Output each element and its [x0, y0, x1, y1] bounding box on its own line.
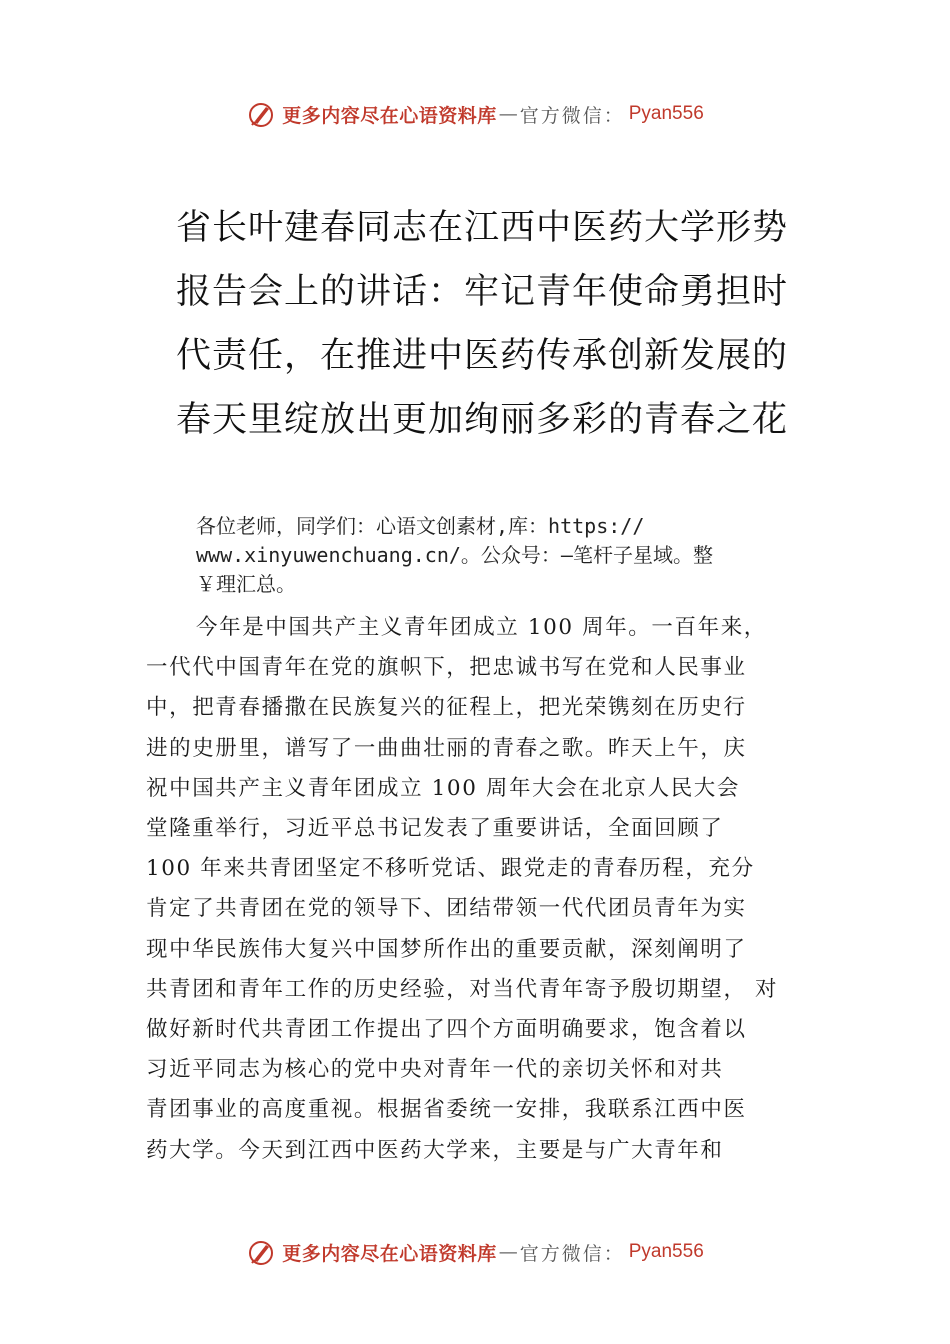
banner-dash: —	[498, 103, 518, 125]
banner-slogan: 更多内容尽在心语资料库	[282, 1242, 497, 1265]
salutation-paragraph	[196, 512, 816, 599]
body-line: 青团事业的高度重视。根据省委统一安排，我联系江西中医	[146, 1097, 747, 1123]
banner-wechat-label: 官方微信：	[519, 1242, 625, 1265]
title-line: 省长叶建春同志在江西中医药大学形势	[176, 208, 789, 248]
banner-wechat-id: Pyan556	[628, 103, 704, 124]
banner-dash: —	[498, 1241, 518, 1263]
body-line: 堂隆重举行，习近平总书记发表了重要讲话，全面回顾了	[146, 816, 724, 842]
brush-logo-icon	[246, 1237, 276, 1267]
body-line: 现中华民族伟大复兴中国梦所作出的重要贡献，深刻阐明了	[146, 936, 747, 962]
document-title	[176, 196, 789, 452]
body-line: 祝中国共产主义青年团成立 100 周年大会在北京人民大会	[146, 775, 741, 801]
banner-slogan: 更多内容尽在心语资料库	[282, 104, 497, 127]
body-line: 肯定了共青团在党的领导下、团结带领一代代团员青年为实	[146, 896, 747, 922]
title-line: 春天里绽放出更加绚丽多彩的青春之花	[176, 400, 789, 440]
body-line: 一代代中国青年在党的旗帜下，把忠诚书写在党和人民事业	[146, 655, 747, 681]
body-line: 做好新时代共青团工作提出了四个方面明确要求，饱含着以	[146, 1017, 747, 1043]
body-line: 100 年来共青团坚定不移听党话、跟党走的青春历程，充分	[146, 856, 755, 882]
body-line: 今年是中国共产主义青年团成立 100 周年。一百年来，	[196, 615, 767, 640]
intro-line: www.xinyuwenchuang.cn/。公众号：—笔杆子星域。整	[196, 543, 713, 567]
body-line: 习近平同志为核心的党中央对青年一代的亲切关怀和对共	[146, 1057, 724, 1083]
intro-line: ￥理汇总。	[196, 572, 296, 596]
title-line: 代责任，在推进中医药传承创新发展的	[176, 336, 789, 376]
title-line: 报告会上的讲话：牢记青年使命勇担时	[176, 272, 789, 312]
body-line: 共青团和青年工作的历史经验，对当代青年寄予殷切期望， 对	[146, 976, 779, 1002]
brush-logo-icon	[246, 99, 276, 129]
body-paragraph	[146, 608, 826, 1171]
body-line: 药大学。今天到江西中医药大学来，主要是与广大青年和	[146, 1137, 724, 1163]
body-line: 进的史册里，谱写了一曲曲壮丽的青春之歌。昨天上午，庆	[146, 735, 747, 761]
banner-wechat-id: Pyan556	[628, 1241, 704, 1262]
banner-wechat-label: 官方微信：	[519, 104, 625, 127]
intro-line: 各位老师，同学们：心语文创素材,库：https://	[196, 514, 645, 538]
header-banner	[0, 96, 950, 132]
footer-banner	[0, 1234, 950, 1270]
body-line: 中，把青春播撒在民族复兴的征程上，把光荣镌刻在历史行	[146, 695, 747, 721]
